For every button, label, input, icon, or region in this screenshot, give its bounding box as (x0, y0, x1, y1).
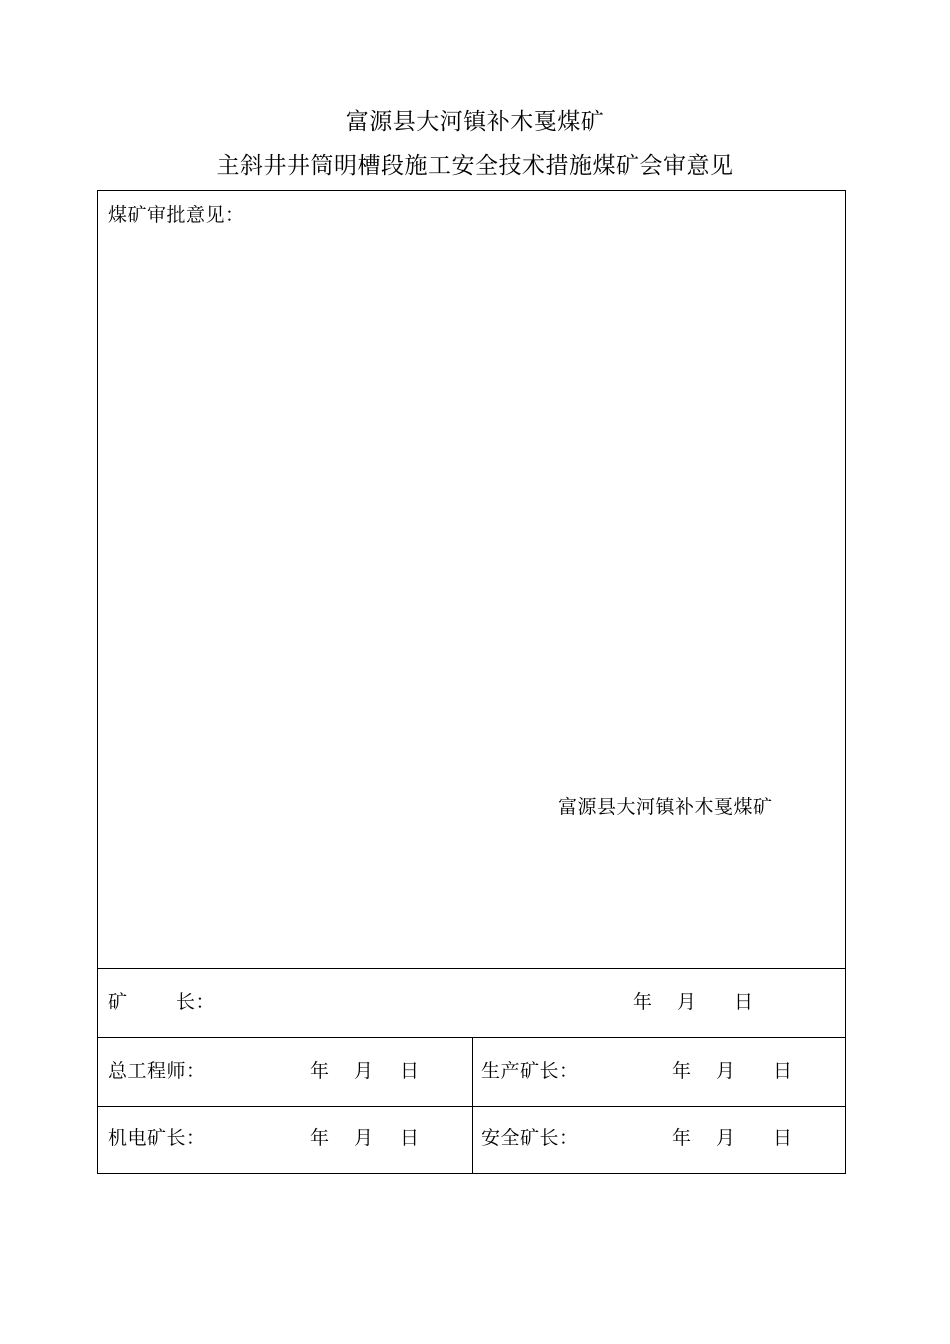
chief-engineer-label: 总工程师： (108, 1060, 206, 1082)
chief-engineer-month: 月 (354, 1060, 374, 1082)
mech-elec-manager-year: 年 (310, 1127, 330, 1149)
approval-opinion-label: 煤矿审批意见： (108, 204, 245, 226)
safety-manager-day: 日 (773, 1127, 793, 1149)
document-title-line-1: 富源县大河镇补木戛煤矿 (345, 109, 605, 135)
mine-manager-day: 日 (734, 991, 754, 1013)
chief-engineer-year: 年 (310, 1060, 330, 1082)
production-manager-year: 年 (672, 1060, 692, 1082)
safety-manager-label: 安全矿长： (481, 1127, 579, 1149)
production-manager-month: 月 (716, 1060, 736, 1082)
mine-manager-label-part2: 长： (176, 991, 216, 1013)
safety-manager-month: 月 (716, 1127, 736, 1149)
document-title-line-2: 主斜井井筒明槽段施工安全技术措施煤矿会审意见 (216, 153, 734, 179)
mech-elec-manager-label: 机电矿长： (108, 1127, 206, 1149)
mech-elec-manager-month: 月 (354, 1127, 374, 1149)
signature-organization: 富源县大河镇补木戛煤矿 (558, 796, 773, 818)
chief-engineer-day: 日 (400, 1060, 420, 1082)
mech-elec-manager-day: 日 (400, 1127, 420, 1149)
safety-manager-year: 年 (672, 1127, 692, 1149)
mine-manager-label-part1: 矿 (108, 991, 128, 1013)
mine-manager-year: 年 (633, 991, 653, 1013)
production-manager-day: 日 (773, 1060, 793, 1082)
approval-opinion-cell (97, 190, 846, 969)
mine-manager-month: 月 (677, 991, 697, 1013)
production-manager-label: 生产矿长： (481, 1060, 579, 1082)
